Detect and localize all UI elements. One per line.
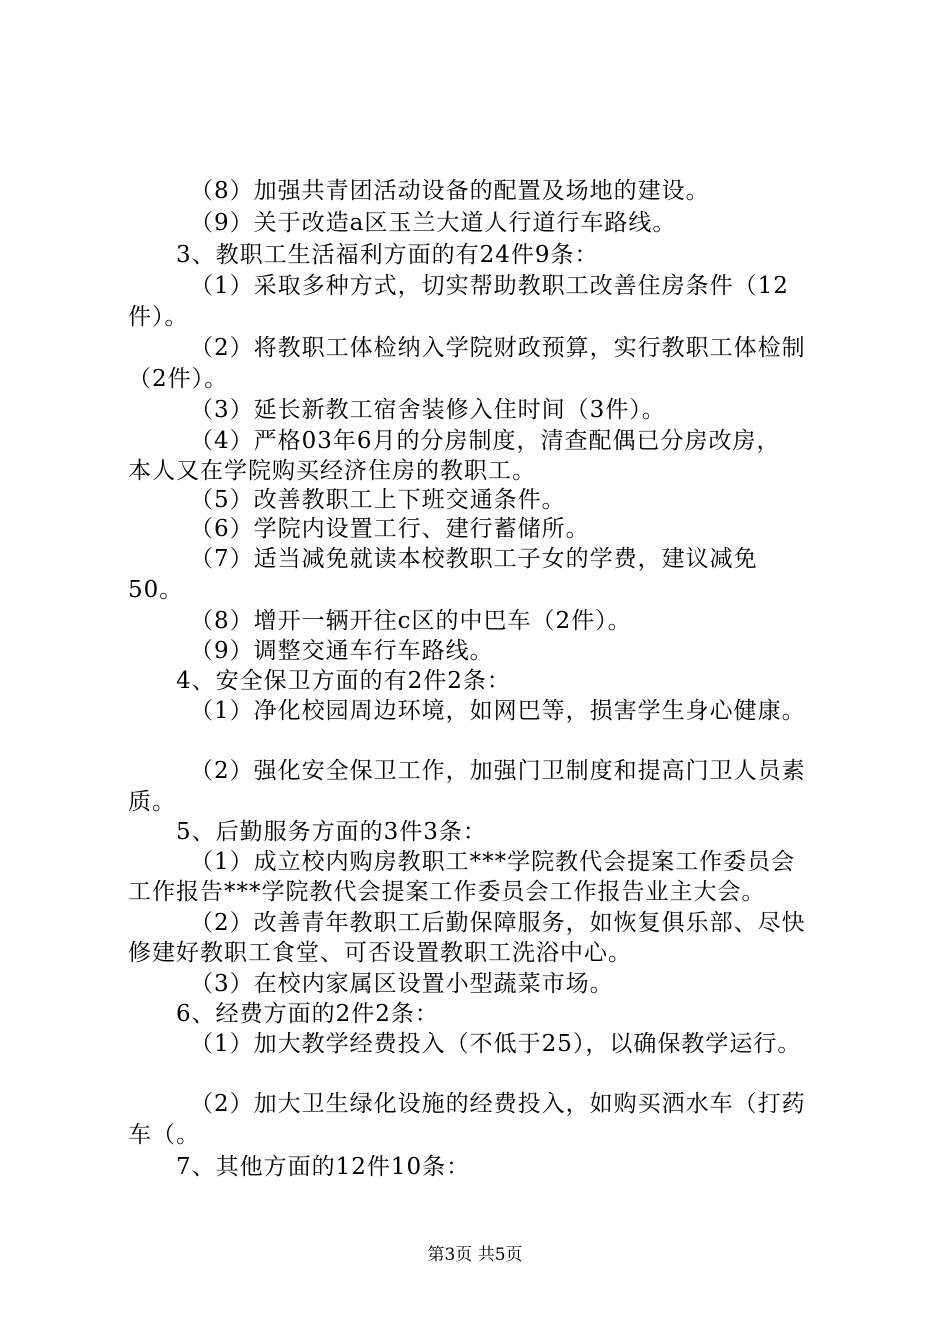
text-line: （5）改善教职工上下班交通条件。 [190,487,566,513]
text-line: 质。 [128,789,176,815]
section-heading: 3、教职工生活福利方面的有24件9条： [176,242,599,268]
text-line: 车（。 [128,1122,200,1148]
text-line: （8）加强共青团活动设备的配置及场地的建设。 [190,178,710,204]
section-heading: 6、经费方面的2件2条： [176,1001,439,1027]
text-line: （4）严格03年6月的分房制度，清查配偶已分房改房， [190,428,781,454]
text-line: （8）增开一辆开往c区的中巴车（2件）。 [190,608,632,634]
text-line: （2件）。 [128,366,229,392]
text-line: （1）加大教学经费投入（不低于25），以确保教学运行。 [190,1031,802,1057]
text-line: （6）学院内设置工行、建行蓄储所。 [190,516,590,542]
text-line: （7）适当减免就读本校教职工子女的学费，建议减免 [190,546,758,572]
text-line: （3）延长新教工宿舍装修入住时间（3件）。 [190,397,666,423]
text-line: （2）将教职工体检纳入学院财政预算，实行教职工体检制 [190,335,806,361]
page-footer: 第3页 共5页 [427,1245,523,1265]
text-line: （2）加大卫生绿化设施的经费投入，如购买洒水车（打药 [190,1091,806,1117]
text-line: 修建好教职工食堂、可否设置教职工洗浴中心。 [128,940,632,966]
text-line: （1）成立校内购房教职工***学院教代会提案工作委员会 [190,849,796,875]
text-line: 工作报告***学院教代会提案工作委员会工作报告业主大会。 [128,879,766,905]
text-line: 50。 [128,577,184,603]
text-line: （1）采取多种方式，切实帮助教职工改善住房条件（12 [190,273,789,299]
section-heading: 4、安全保卫方面的有2件2条： [176,668,511,694]
text-line: （1）净化校园周边环境，如网巴等，损害学生身心健康。 [190,698,806,724]
text-line: 件）。 [128,304,189,330]
text-line: （9）关于改造a区玉兰大道人行道行车路线。 [190,210,677,236]
text-line: （2）强化安全保卫工作，加强门卫制度和提高门卫人员素 [190,758,806,784]
section-heading: 7、其他方面的12件10条： [176,1154,471,1180]
text-line: （9）调整交通车行车路线。 [190,638,494,664]
text-line: 本人又在学院购买经济住房的教职工。 [128,458,536,484]
section-heading: 5、后勤服务方面的3件3条： [176,819,487,845]
text-line: （3）在校内家属区设置小型蔬菜市场。 [190,971,614,997]
text-line: （2）改善青年教职工后勤保障服务，如恢复俱乐部、尽快 [190,910,806,936]
